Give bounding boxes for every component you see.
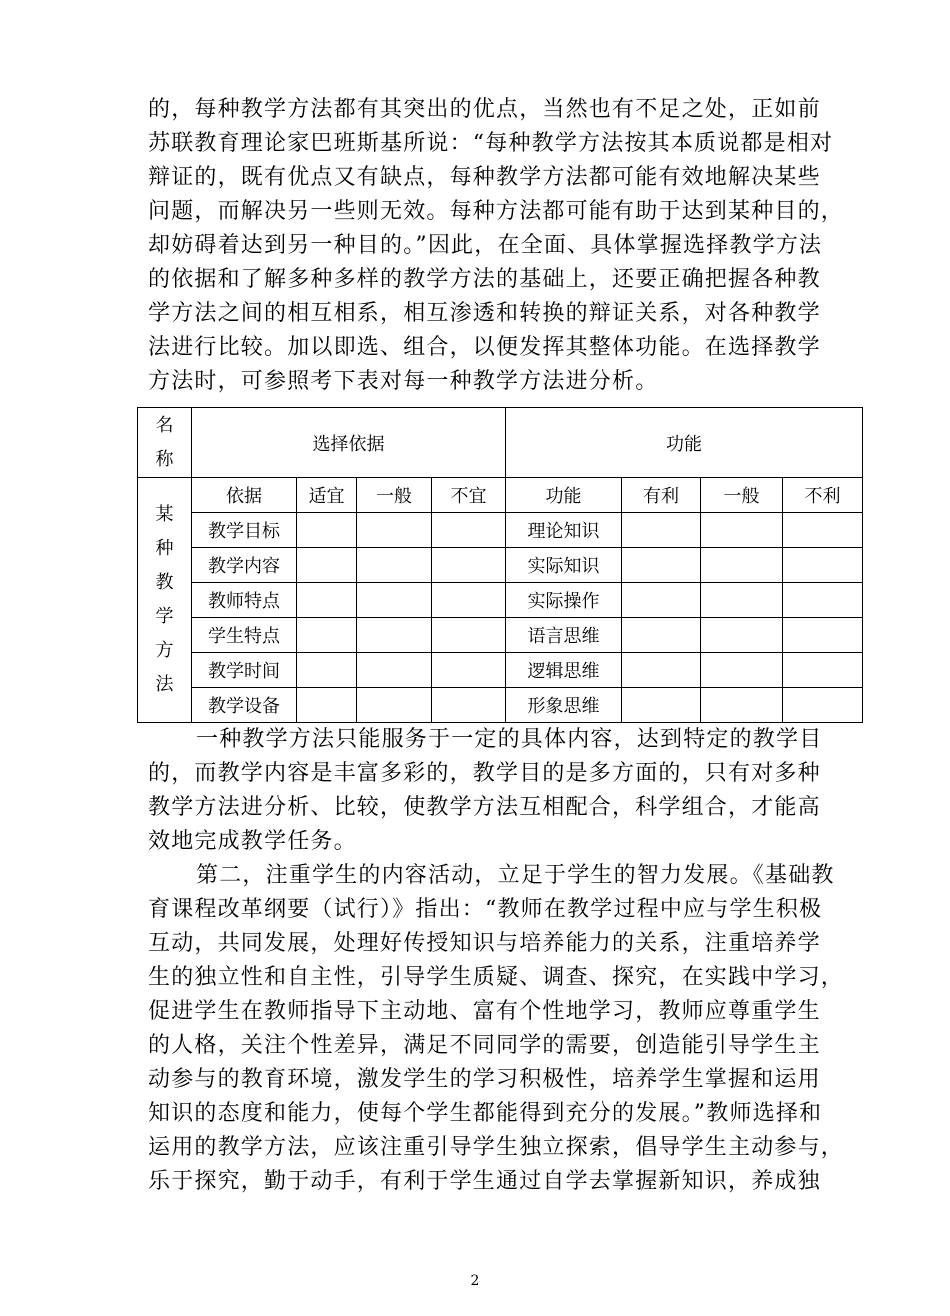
empty-cell bbox=[297, 618, 357, 653]
text-line: 生的独立性和自主性，引导学生质疑、调查、探究，在实践中学习， bbox=[148, 965, 845, 990]
empty-cell bbox=[783, 618, 863, 653]
empty-cell bbox=[701, 548, 783, 583]
method-label-char: 方 bbox=[155, 640, 174, 661]
text-line: 第二，注重学生的内容活动，立足于学生的智力发展。《基础教 bbox=[196, 863, 835, 888]
basis-cell: 教学时间 bbox=[192, 653, 297, 688]
text-line: 互动，共同发展，处理好传授知识与培养能力的关系，注重培养学 bbox=[148, 931, 821, 956]
column-header: 有利 bbox=[622, 478, 701, 513]
column-header: 一般 bbox=[357, 478, 432, 513]
empty-cell bbox=[701, 653, 783, 688]
empty-cell bbox=[297, 548, 357, 583]
method-label-cell bbox=[138, 478, 192, 723]
text-line: 却妨碍着达到另一种目的。”因此，在全面、具体掌握选择教学方法 bbox=[148, 233, 823, 258]
text-line: 育课程改革纲要（试行）》指出：“教师在教学过程中应与学生积极 bbox=[148, 897, 823, 922]
text-line: 的人格，关注个性差异，满足不同同学的需要，创造能引导学生主 bbox=[148, 1033, 821, 1058]
function-cell: 实际知识 bbox=[506, 548, 622, 583]
text-line: 乐于探究，勤于动手，有利于学生通过自学去掌握新知识，养成独 bbox=[148, 1169, 821, 1194]
empty-cell bbox=[297, 653, 357, 688]
empty-cell bbox=[783, 513, 863, 548]
table-row bbox=[138, 513, 863, 548]
column-header: 依据 bbox=[192, 478, 297, 513]
text-line: 教学方法进分析、比较，使教学方法互相配合，科学组合，才能高 bbox=[148, 795, 821, 820]
function-cell: 语言思维 bbox=[506, 618, 622, 653]
empty-cell bbox=[357, 653, 432, 688]
text-line: 运用的教学方法，应该注重引导学生独立探索，倡导学生主动参与， bbox=[148, 1135, 845, 1160]
empty-cell bbox=[622, 618, 701, 653]
method-label-char: 某 bbox=[155, 504, 174, 525]
empty-cell bbox=[701, 618, 783, 653]
empty-cell bbox=[432, 548, 506, 583]
text-line: 的，而教学内容是丰富多彩的，教学目的是多方面的，只有对多种 bbox=[148, 761, 821, 786]
empty-cell bbox=[622, 688, 701, 723]
empty-cell bbox=[432, 653, 506, 688]
function-cell: 实际操作 bbox=[506, 583, 622, 618]
empty-cell bbox=[783, 583, 863, 618]
column-header: 适宜 bbox=[297, 478, 357, 513]
name-header-char: 称 bbox=[155, 448, 174, 470]
name-header-cell bbox=[138, 408, 192, 478]
empty-cell bbox=[432, 618, 506, 653]
table-row bbox=[138, 618, 863, 653]
empty-cell bbox=[701, 583, 783, 618]
text-line: 问题，而解决另一些则无效。每种方法都可能有助于达到某种目的， bbox=[148, 199, 845, 224]
empty-cell bbox=[622, 583, 701, 618]
empty-cell bbox=[432, 688, 506, 723]
text-line: 苏联教育理论家巴班斯基所说：“每种教学方法按其本质说都是相对 bbox=[148, 131, 834, 156]
method-label-char: 法 bbox=[155, 674, 174, 695]
empty-cell bbox=[357, 513, 432, 548]
basis-cell: 教师特点 bbox=[192, 583, 297, 618]
text-line: 学方法之间的相互相系，相互渗透和转换的辩证关系，对各种教学 bbox=[148, 301, 821, 326]
empty-cell bbox=[297, 688, 357, 723]
text-line: 动参与的教育环境，激发学生的学习积极性，培养学生掌握和运用 bbox=[148, 1067, 821, 1092]
empty-cell bbox=[622, 653, 701, 688]
text-line: 效地完成教学任务。 bbox=[148, 829, 357, 854]
text-line: 法进行比较。加以即选、组合，以便发挥其整体功能。在选择教学 bbox=[148, 335, 821, 360]
empty-cell bbox=[357, 548, 432, 583]
page-number: 2 bbox=[470, 1273, 480, 1289]
empty-cell bbox=[357, 583, 432, 618]
empty-cell bbox=[432, 513, 506, 548]
table-row bbox=[138, 653, 863, 688]
text-line: 方法时，可参照考下表对每一种教学方法进分析。 bbox=[148, 369, 659, 394]
empty-cell bbox=[357, 618, 432, 653]
text-line: 促进学生在教师指导下主动地、富有个性地学习，教师应尊重学生 bbox=[148, 999, 821, 1024]
method-label-char: 学 bbox=[155, 606, 174, 627]
empty-cell bbox=[297, 513, 357, 548]
method-label-char: 教 bbox=[155, 572, 174, 593]
basis-cell: 教学内容 bbox=[192, 548, 297, 583]
function-cell: 理论知识 bbox=[506, 513, 622, 548]
text-line: 的依据和了解多种多样的教学方法的基础上，还要正确把握各种教 bbox=[148, 267, 821, 292]
empty-cell bbox=[297, 583, 357, 618]
text-line: 一种教学方法只能服务于一定的具体内容，达到特定的教学目 bbox=[196, 727, 823, 752]
function-cell: 形象思维 bbox=[506, 688, 622, 723]
basis-cell: 学生特点 bbox=[192, 618, 297, 653]
empty-cell bbox=[622, 513, 701, 548]
empty-cell bbox=[432, 583, 506, 618]
text-line: 的，每种教学方法都有其突出的优点，当然也有不足之处，正如前 bbox=[148, 97, 821, 122]
column-header: 不利 bbox=[783, 478, 863, 513]
method-analysis-table bbox=[137, 407, 863, 723]
text-line: 知识的态度和能力，使每个学生都能得到充分的发展。”教师选择和 bbox=[148, 1101, 823, 1126]
column-header: 功能 bbox=[506, 478, 622, 513]
function-header: 功能 bbox=[506, 408, 863, 478]
empty-cell bbox=[701, 513, 783, 548]
table-row bbox=[138, 688, 863, 723]
empty-cell bbox=[783, 688, 863, 723]
column-header: 一般 bbox=[701, 478, 783, 513]
empty-cell bbox=[622, 548, 701, 583]
empty-cell bbox=[701, 688, 783, 723]
function-cell: 逻辑思维 bbox=[506, 653, 622, 688]
basis-header: 选择依据 bbox=[192, 408, 506, 478]
method-label-char: 种 bbox=[155, 538, 174, 559]
basis-cell: 教学设备 bbox=[192, 688, 297, 723]
empty-cell bbox=[357, 688, 432, 723]
basis-cell: 教学目标 bbox=[192, 513, 297, 548]
table-row bbox=[138, 548, 863, 583]
name-header-char: 名 bbox=[155, 414, 174, 436]
text-line: 辩证的，既有优点又有缺点，每种教学方法都可能有效地解决某些 bbox=[148, 165, 821, 190]
table-row bbox=[138, 583, 863, 618]
empty-cell bbox=[783, 653, 863, 688]
column-header: 不宜 bbox=[432, 478, 506, 513]
empty-cell bbox=[783, 548, 863, 583]
